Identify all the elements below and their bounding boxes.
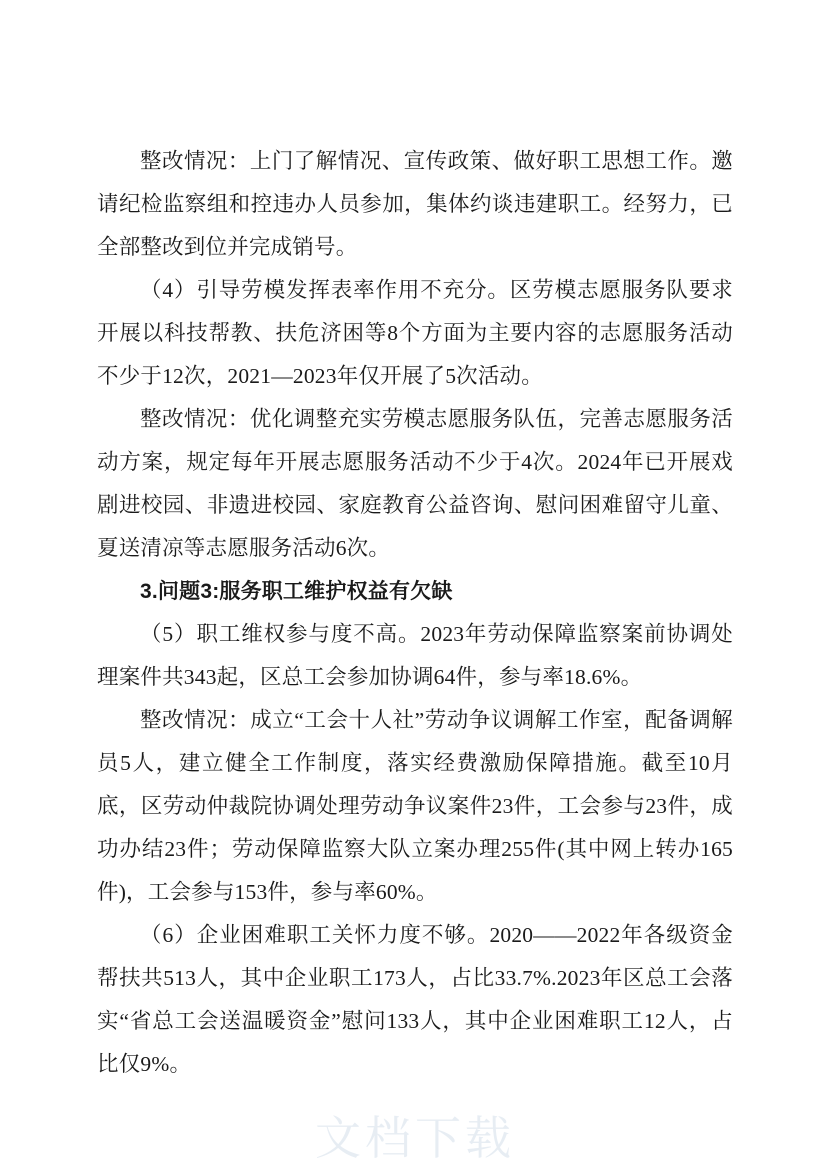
paragraph-issue-5: （5）职工维权参与度不高。2023年劳动保障监察案前协调处理案件共343起，区总工会参加协调64件，参与率18.6%。 [97, 622, 733, 689]
watermark: 文档下载 [315, 1112, 515, 1164]
paragraph-rectification-1: 整改情况：上门了解情况、宣传政策、做好职工思想工作。邀请纪检监察组和控违办人员参加，集体约谈违建职工。经努力，已全部整改到位并完成销号。 [97, 149, 733, 259]
paragraph-issue-6: （6）企业困难职工关怀力度不够。2020——2022年各级资金帮扶共513人，其中企业职工173人，占比33.7%.2023年区总工会落实“省总工会送温暖资金”慰问133人，其中企业困难职工12人，占比仅9%。 [97, 923, 733, 1076]
paragraph-issue-4: （4）引导劳模发挥表率作用不充分。区劳模志愿服务队要求开展以科技帮教、扶危济困等8个方面为主要内容的志愿服务活动不少于12次，2021—2023年仅开展了5次活动。 [97, 278, 733, 388]
paragraph-rectification-2: 整改情况：优化调整充实劳模志愿服务队伍，完善志愿服务活动方案，规定每年开展志愿服务活动不少于4次。2024年已开展戏剧进校园、非遗进校园、家庭教育公益咨询、慰问困难留守儿童、夏送清凉等志愿服务活动6次。 [97, 407, 733, 560]
document-body [97, 140, 733, 1086]
heading-problem-3: 3.问题3:服务职工维护权益有欠缺 [140, 580, 453, 603]
paragraph-rectification-3: 整改情况：成立“工会十人社”劳动争议调解工作室，配备调解员5人，建立健全工作制度，落实经费激励保障措施。截至10月底，区劳动仲裁院协调处理劳动争议案件23件，工会参与23件，成功办结23件；劳动保障监察大队立案办理255件(其中网上转办165件)，工会参与153件，参与率60%。 [97, 708, 733, 904]
